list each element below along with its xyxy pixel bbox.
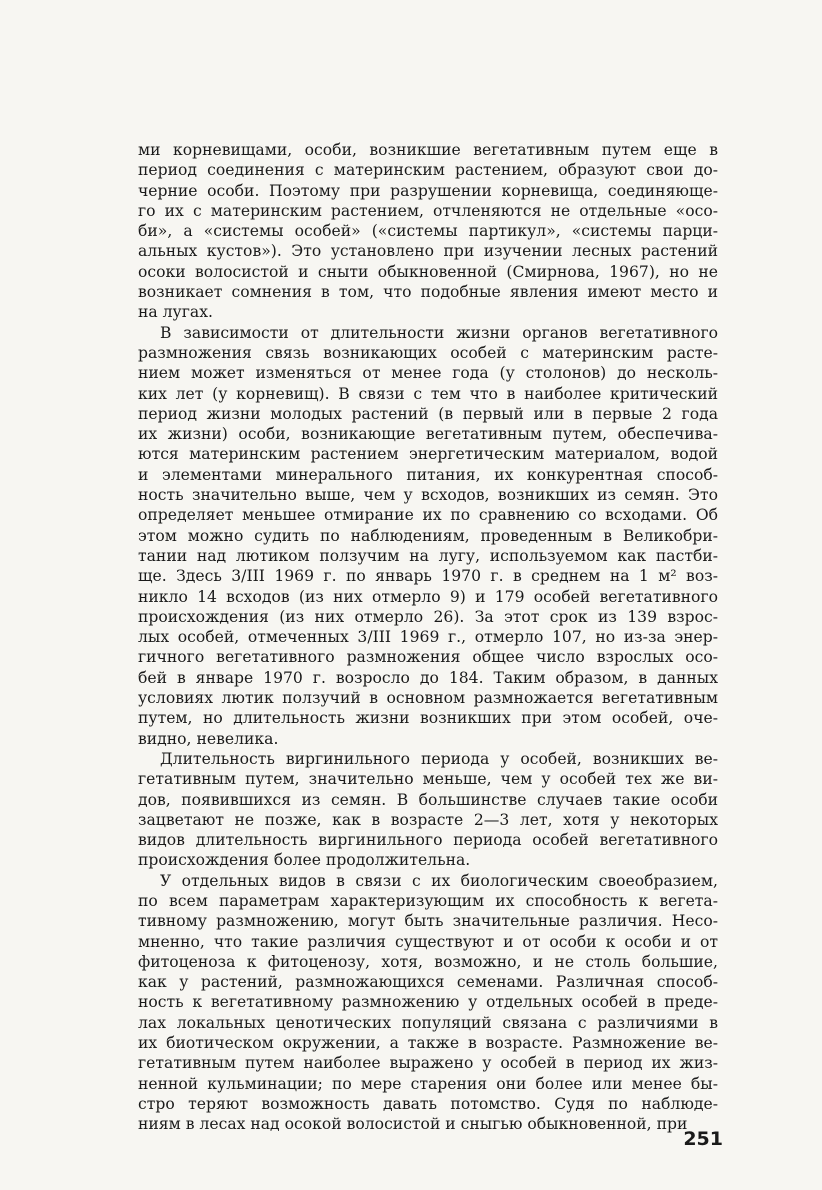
text-line: видно, невелика. xyxy=(138,729,279,748)
text-line: ность значительно выше, чем у всходов, возникших из семян. Это xyxy=(138,486,718,505)
text-line: ми корневищами, особи, возникшие вегетативным путем еще в xyxy=(138,141,718,159)
text-line: тивному размножению, могут быть значительные различия. Несо- xyxy=(138,912,718,931)
text-line: путем, но длительность жизни возникших при этом особей, оче- xyxy=(138,709,718,728)
body-text xyxy=(138,140,718,1135)
text-line: стро теряют возможность давать потомство. Судя по наблюде- xyxy=(138,1094,718,1113)
text-line: на лугах. xyxy=(138,303,213,322)
text-line: ще. Здесь 3/III 1969 г. по январь 1970 г. в среднем на 1 м² воз- xyxy=(138,567,718,586)
text-line: осоки волосистой и сныти обыкновенной (Смирнова, 1967), но не xyxy=(138,262,718,281)
text-line: дов, появившихся из семян. В большинстве случаев такие особи xyxy=(138,790,718,809)
text-line: видов длительность виргинильного периода особей вегетативного xyxy=(138,831,718,850)
text-line: ких лет (у корневищ). В связи с тем что в наиболее критический xyxy=(138,384,718,403)
text-line: бей в январе 1970 г. возросло до 184. Таким образом, в данных xyxy=(138,668,718,687)
text-line: происхождения (из них отмерло 26). За этот срок из 139 взрос- xyxy=(138,607,718,626)
text-line: как у растений, размножающихся семенами. Различная способ- xyxy=(138,973,718,992)
text-line: фитоценоза к фитоценозу, хотя, возможно, и не столь большие, xyxy=(138,952,718,971)
paragraph xyxy=(138,871,718,1135)
page-number: 251 xyxy=(683,1128,723,1150)
text-line: происхождения более продолжительна. xyxy=(138,851,471,870)
paragraph xyxy=(138,140,718,323)
text-line: ниям в лесах над осокой волосистой и сныгью обыкновенной, при xyxy=(138,1115,688,1134)
text-line: период жизни молодых растений (в первый или в первые 2 года xyxy=(138,404,718,423)
text-line: гетативным путем, значительно меньше, чем у особей тех же ви- xyxy=(138,770,718,789)
text-line: мненно, что такие различия существуют и от особи к особи и от xyxy=(138,932,718,951)
text-line: нием может изменяться от менее года (у столонов) до несколь- xyxy=(138,364,718,383)
text-line: определяет меньшее отмирание их по сравнению со всходами. Об xyxy=(138,506,718,525)
paragraph xyxy=(138,749,718,871)
text-line: и элементами минерального питания, их конкурентная способ- xyxy=(138,465,718,484)
text-line: зацветают не позже, как в возрасте 2—3 лет, хотя у некоторых xyxy=(138,810,718,829)
text-line: этом можно судить по наблюдениям, проведенным в Великобри- xyxy=(138,526,718,545)
text-line: би», а «системы особей» («системы партикул», «системы парци- xyxy=(138,222,718,241)
text-line: ненной кульминации; по мере старения они более или менее бы- xyxy=(138,1074,718,1093)
text-line: их биотическом окружении, а также в возрасте. Размножение ве- xyxy=(138,1034,718,1053)
text-line: лых особей, отмеченных 3/III 1969 г., отмерло 107, но из-за энер- xyxy=(138,628,718,647)
text-line: В зависимости от длительности жизни органов вегетативного xyxy=(160,323,718,342)
text-line: гичного вегетативного размножения общее число взрослых осо- xyxy=(138,648,718,667)
text-line: лах локальных ценотических популяций связана с различиями в xyxy=(138,1013,718,1032)
text-line: ются материнским растением энергетическим материалом, водой xyxy=(138,445,718,464)
text-line: их жизни) особи, возникающие вегетативным путем, обеспечива- xyxy=(138,425,718,444)
text-line: тании над лютиком ползучим на лугу, используемом как пастби- xyxy=(138,546,718,565)
text-line: Длительность виргинильного периода у особей, возникших ве- xyxy=(160,749,718,768)
text-line: го их с материнским растением, отчленяются не отдельные «осо- xyxy=(138,201,718,220)
text-line: альных кустов»). Это установлено при изучении лесных растений xyxy=(138,242,718,261)
text-line: возникает сомнения в том, что подобные явления имеют место и xyxy=(138,283,718,302)
text-line: ность к вегетативному размножению у отдельных особей в преде- xyxy=(138,993,718,1012)
text-line: никло 14 всходов (из них отмерло 9) и 179 особей вегетативного xyxy=(138,587,718,606)
text-line: по всем параметрам характеризующим их способность к вегета- xyxy=(138,891,718,910)
text-line: черние особи. Поэтому при разрушении корневища, соединяюще- xyxy=(138,181,718,200)
text-line: период соединения с материнским растением, образуют свои до- xyxy=(138,161,718,180)
text-line: У отдельных видов в связи с их биологическим своеобразием, xyxy=(160,871,718,890)
text-line: гетативным путем наиболее выражено у особей в период их жиз- xyxy=(138,1054,718,1073)
text-line: условиях лютик ползучий в основном размножается вегетативным xyxy=(138,689,718,708)
text-line: размножения связь возникающих особей с материнским расте- xyxy=(138,343,718,362)
paragraph xyxy=(138,323,718,749)
